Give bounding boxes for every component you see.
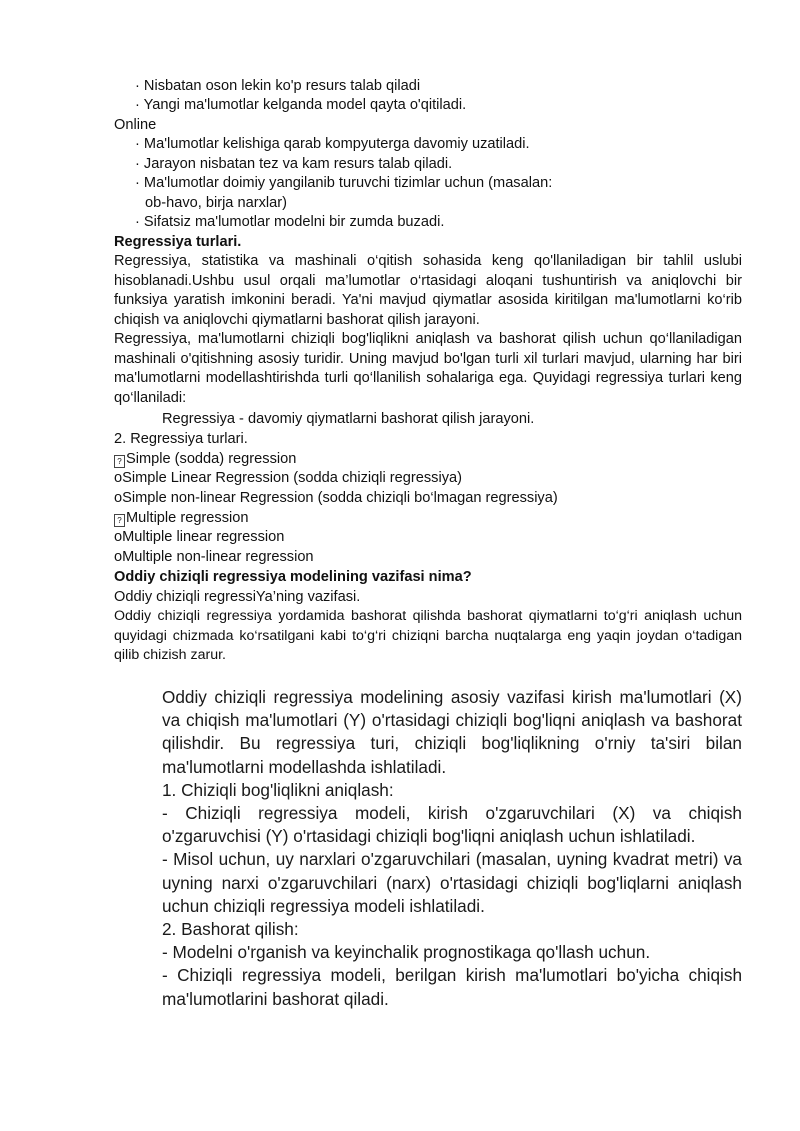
item-text: - Modelni o'rganish va keyinchalik prognostikaga qo'llash uchun. <box>162 942 651 963</box>
list-item <box>114 509 248 529</box>
list-item: oMultiple non-linear regression <box>114 549 314 565</box>
list-item: · Yangi ma'lumotlar kelganda model qayta o'qitiladi. <box>135 97 467 113</box>
paragraph: Oddiy chiziqli regressiya yordamida bashorat qilishda bashorat qiymatlarni to‘g‘ri aniqlash uchun quyidagi chizmada ko‘rsatilgani kabi to‘g‘ri chiziqni barcha nuqtalarga eng yaqin joydan o‘tadigan qilib chizish zarur. <box>114 608 742 664</box>
list-item: · Ma'lumotlar kelishiga qarab kompyuterga davomiy uzatiladi. <box>135 136 530 152</box>
item-title: 2. Bashorat qilish: <box>162 919 299 940</box>
list-title: 2. Regressiya turlari. <box>114 431 248 447</box>
missing-glyph-box: ? <box>114 514 125 527</box>
paragraph: Regressiya, ma'lumotlarni chiziqli bog'liqlikni aniqlash va bashorat qilish uchun qo‘llaniladigan mashinali o'qitishning asosiy turidir. Uning mavjud bo'lgan turli xil turlari mavjud, ularning har biri ma'lumotlarni modellashtirishda turli qo‘llanilish sohalariga ega. Quyidagi regressiya turlari keng qo‘llaniladi: <box>114 331 742 406</box>
list-item-label: Multiple regression <box>126 510 249 526</box>
item-text: - Misol uchun, uy narxlari o'zgaruvchilari (masalan, uyning kvadrat metri) va uyning narxi o'zgaruvchilari (narx) o'rtasidagi chiziqli bog'liqlarni aniqlash uchun chiziqli regressiya modeli ishlatiladi. <box>162 849 742 916</box>
section-heading: Regressiya turlari. <box>114 234 242 250</box>
list-item: · Sifatsiz ma'lumotlar modelni bir zumda buzadi. <box>135 214 445 230</box>
list-item: · Nisbatan oson lekin ko'p resurs talab qiladi <box>135 78 421 94</box>
item-text: - Chiziqli regressiya modeli, kirish o'zgaruvchilari (X) va chiqish o'zgaruvchisi (Y) o'rtasidagi chiziqli bog'liqni aniqlash uchun ishlatiladi. <box>162 803 742 847</box>
item-text: - Chiziqli regressiya modeli, berilgan kirish ma'lumotlari bo'yicha chiqish ma'lumotlarini bashorat qiladi. <box>162 965 742 1009</box>
list-item <box>114 450 296 470</box>
missing-glyph-box: ? <box>114 455 125 468</box>
list-item: oSimple Linear Regression (sodda chiziqli regressiya) <box>114 470 462 486</box>
paragraph: Oddiy chiziqli regressiya modelining asosiy vazifasi kirish ma'lumotlari (X) va chiqish ma'lumotlari (Y) o'rtasidagi chiziqli bog'liqni aniqlash va bashorat qilishdir. Bu regressiya turi, chiziqli bog'liqlikning o'rniy ta'siri bilan ma'lumotlarni modellashda ishlatiladi. <box>162 687 742 777</box>
answer-section <box>162 686 742 1011</box>
list-item: oMultiple linear regression <box>114 529 285 545</box>
paragraph: Regressiya, statistika va mashinali o‘qitish sohasida keng qo'llaniladigan bir tahlil uslubi hisoblanadi.Ushbu usul orqali ma’lumotlar o‘rtasidagi aloqani tushuntirish va aniqlovchi bir funksiya yaratish imkonini beradi. Ya'ni mavjud qiymatlar asosida kiritilgan ma'lumotlarni ko‘rib chiqish va aniqlovchi qiymatlarni bashorat qilish jarayoni. <box>114 253 742 328</box>
list-item-label: Simple (sodda) regression <box>126 451 297 467</box>
item-title: 1. Chiziqli bog'liqlikni aniqlash: <box>162 779 394 800</box>
list-item-continuation: ob-havo, birja narxlar) <box>145 195 287 211</box>
section-heading: Oddiy chiziqli regressiya modelining vazifasi nima? <box>114 569 472 585</box>
list-item: · Ma'lumotlar doimiy yangilanib turuvchi tizimlar uchun (masalan: <box>135 175 553 191</box>
definition-line: Regressiya - davomiy qiymatlarni bashorat qilish jarayoni. <box>162 411 535 427</box>
text-line: Oddiy chiziqli regressiYa’ning vazifasi. <box>114 589 361 605</box>
list-item: oSimple non-linear Regression (sodda chiziqli bo‘lmagan regressiya) <box>114 490 558 506</box>
online-label: Online <box>114 117 157 133</box>
list-item: · Jarayon nisbatan tez va kam resurs talab qiladi. <box>135 156 453 172</box>
